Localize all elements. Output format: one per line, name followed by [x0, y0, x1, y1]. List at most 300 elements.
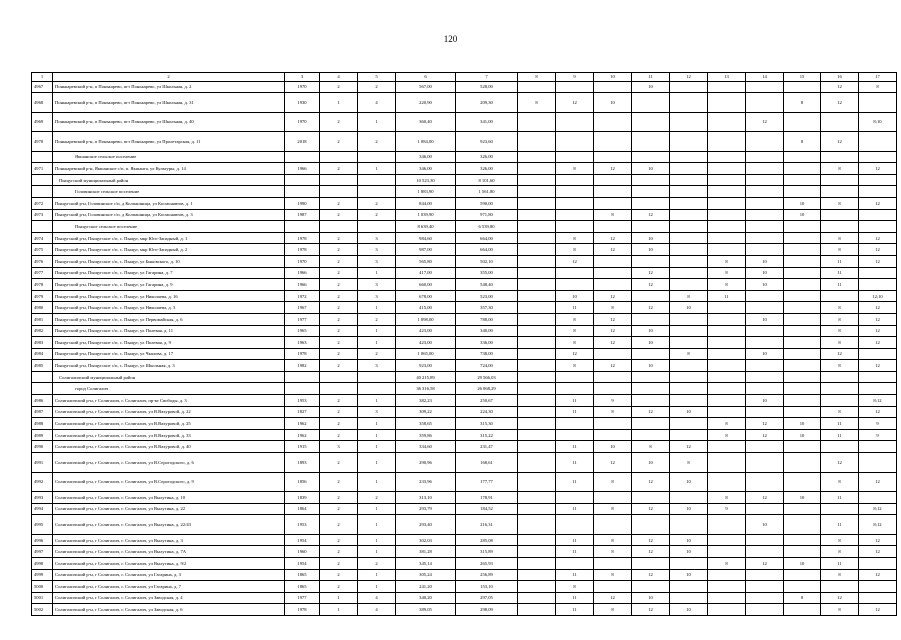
cell-col-8: [518, 186, 556, 198]
address-cell: Солигаличский р-н, г Солигалич, г. Солигалич, ул Вылугина, д. 3: [53, 534, 285, 546]
cell-col-13: [708, 209, 746, 221]
cell-col-16: [821, 395, 859, 407]
cell-col-11: 10: [632, 592, 670, 604]
cell-floors: 2: [320, 557, 358, 569]
cell-col-10: [594, 197, 632, 209]
cell-total-area: 660,00: [396, 279, 456, 291]
address-cell: Солигаличский р-н, г Солигалич, г. Солигалич, пр-кт Свободы, д. 3: [53, 395, 285, 407]
cell-col-17: 8;12: [859, 515, 897, 535]
cell-col-17: [859, 132, 897, 152]
cell-entrances: 1: [358, 534, 396, 546]
cell-col-17: 8;12: [859, 395, 897, 407]
cell-col-15: [784, 244, 821, 256]
table-row: [32, 472, 897, 492]
cell-living-area: 298,09: [456, 604, 518, 616]
cell-col-12: 10: [670, 546, 708, 558]
cell-col-8: [518, 515, 556, 535]
cell-col-12: [670, 492, 708, 504]
row-number: 4987: [32, 406, 53, 418]
section-name: Пыщугский муниципальный район: [53, 174, 285, 186]
address-cell: Пыщугский р-н, Пыщугское с/п, с. Пыщуг, ул Полевая, д. 11: [53, 325, 285, 337]
cell-col-16: 8: [821, 163, 859, 175]
col-header: 5: [358, 73, 396, 82]
cell-living-area: 724,00: [456, 360, 518, 372]
cell-col-13: [708, 592, 746, 604]
cell-floors: 1: [320, 93, 358, 113]
col-header: 15: [784, 73, 821, 82]
cell-year: 1930: [285, 93, 320, 113]
cell-col-10: 8: [594, 569, 632, 581]
cell-col-15: [784, 81, 821, 93]
cell-col-16: 11: [821, 267, 859, 279]
cell-col-14: 12: [746, 418, 784, 430]
cell-col-15: 10: [784, 429, 821, 441]
address-cell: Пыщугский р-н, Пыщугское с/п, с. Пыщуг, мкр Юго-Западный, д. 1: [53, 232, 285, 244]
cell-col-16: [821, 221, 859, 233]
cell-col-15: [784, 279, 821, 291]
cell-col-16: [821, 174, 859, 186]
cell-col-12: [670, 232, 708, 244]
cell-year: 1954: [285, 534, 320, 546]
section-name: Головинское сельское поселение: [53, 186, 285, 198]
cell-living-area: 523,00: [456, 290, 518, 302]
cell-col-17: [859, 453, 897, 473]
cell-year: 1978: [285, 348, 320, 360]
cell-floors: [320, 371, 358, 383]
cell-col-12: 10: [670, 569, 708, 581]
cell-col-15: [784, 232, 821, 244]
cell-col-10: 8: [594, 546, 632, 558]
cell-col-17: 12: [859, 337, 897, 349]
cell-col-14: [746, 186, 784, 198]
cell-total-area: 1 039,90: [396, 209, 456, 221]
address-cell: Солигаличский р-н, г Солигалич, г. Солигалич, ул Вылугина, д. 10: [53, 492, 285, 504]
table-row: [32, 81, 897, 93]
cell-col-17: [859, 383, 897, 395]
cell-col-11: 10: [632, 453, 670, 473]
cell-col-17: [859, 174, 897, 186]
cell-year: 1962: [285, 418, 320, 430]
cell-col-15: [784, 534, 821, 546]
row-number: [32, 221, 53, 233]
cell-entrances: 1: [358, 112, 396, 132]
cell-col-17: [859, 221, 897, 233]
cell-col-16: [821, 371, 859, 383]
cell-col-11: 10: [632, 360, 670, 372]
cell-col-13: [708, 337, 746, 349]
row-number: 4989: [32, 429, 53, 441]
cell-col-13: [708, 302, 746, 314]
cell-col-8: [518, 337, 556, 349]
address-cell: Пыщугский р-н, Пыщугское с/п, с. Пыщуг, ул Полевая, д. 9: [53, 337, 285, 349]
cell-col-14: [746, 244, 784, 256]
address-cell: Солигаличский р-н, г Солигалич, г. Солигалич, ул В.Вахуровой, д. 22: [53, 406, 285, 418]
cell-col-10: [594, 267, 632, 279]
cell-col-8: [518, 472, 556, 492]
cell-total-area: 345,14: [396, 557, 456, 569]
cell-col-17: [859, 279, 897, 291]
cell-col-14: [746, 472, 784, 492]
cell-total-area: 290,96: [396, 453, 456, 473]
cell-col-15: [784, 441, 821, 453]
cell-col-16: [821, 186, 859, 198]
cell-floors: 2: [320, 581, 358, 593]
address-cell: Пыщугский р-н, Пыщугское с/п, с. Пыщуг, ул Гагарина, д. 7: [53, 267, 285, 279]
cell-col-8: [518, 503, 556, 515]
cell-col-11: 12: [632, 267, 670, 279]
table-row: [32, 581, 897, 593]
cell-floors: 2: [320, 569, 358, 581]
cell-col-15: 8: [784, 132, 821, 152]
cell-col-12: [670, 174, 708, 186]
cell-total-area: 987,00: [396, 244, 456, 256]
cell-col-14: 10: [746, 348, 784, 360]
cell-entrances: 3: [358, 279, 396, 291]
cell-year: 1954: [285, 557, 320, 569]
cell-col-9: 8: [556, 163, 594, 175]
cell-col-13: [708, 151, 746, 163]
cell-total-area: 340,20: [396, 592, 456, 604]
cell-living-area: 209,30: [456, 93, 518, 113]
cell-floors: [320, 383, 358, 395]
cell-total-area: 567,00: [396, 81, 456, 93]
cell-col-12: [670, 383, 708, 395]
header-row: [32, 73, 897, 82]
cell-col-12: [670, 267, 708, 279]
cell-col-17: 9: [859, 429, 897, 441]
cell-total-area: 302,03: [396, 534, 456, 546]
table-row: [32, 441, 897, 453]
cell-col-10: 10: [594, 441, 632, 453]
cell-col-17: 8;10: [859, 112, 897, 132]
cell-living-area: 216,31: [456, 515, 518, 535]
cell-floors: 2: [320, 546, 358, 558]
cell-living-area: 315,30: [456, 418, 518, 430]
row-number: 4972: [32, 197, 53, 209]
cell-living-area: 297,05: [456, 592, 518, 604]
cell-col-10: [594, 418, 632, 430]
cell-col-10: 9: [594, 395, 632, 407]
cell-col-17: 12: [859, 197, 897, 209]
table-row: [32, 163, 897, 175]
cell-floors: 2: [320, 255, 358, 267]
cell-floors: [320, 221, 358, 233]
cell-living-area: 664,00: [456, 232, 518, 244]
cell-floors: 2: [320, 337, 358, 349]
cell-living-area: 664,00: [456, 244, 518, 256]
address-cell: Пыщугский р-н, Пыщугское с/п, с. Пыщуг, ул Гагарина, д. 9: [53, 279, 285, 291]
row-number: 4985: [32, 360, 53, 372]
table-row: [32, 429, 897, 441]
cell-col-17: 12: [859, 325, 897, 337]
cell-col-15: 10: [784, 197, 821, 209]
cell-year: 1978: [285, 604, 320, 616]
cell-col-12: [670, 557, 708, 569]
cell-entrances: [358, 151, 396, 163]
section-row: [32, 151, 897, 163]
row-number: 4986: [32, 395, 53, 407]
cell-col-10: 12: [594, 290, 632, 302]
cell-total-area: 417,00: [396, 267, 456, 279]
cell-col-10: 8: [594, 302, 632, 314]
cell-col-14: [746, 383, 784, 395]
row-number: 4981: [32, 313, 53, 325]
cell-col-10: [594, 557, 632, 569]
cell-year: 1972: [285, 290, 320, 302]
cell-col-11: 12: [632, 569, 670, 581]
cell-floors: 2: [320, 209, 358, 221]
cell-floors: 2: [320, 112, 358, 132]
cell-col-12: [670, 581, 708, 593]
row-number: 4992: [32, 472, 53, 492]
cell-entrances: 2: [358, 81, 396, 93]
cell-col-12: [670, 418, 708, 430]
cell-floors: 2: [320, 406, 358, 418]
cell-col-16: 11: [821, 492, 859, 504]
address-cell: Пыщугский р-н, Пыщугское с/п, с. Пыщуг, ул Быковского, д. 10: [53, 255, 285, 267]
cell-col-8: [518, 244, 556, 256]
table-row: [32, 348, 897, 360]
cell-floors: 2: [320, 325, 358, 337]
cell-year: [285, 151, 320, 163]
cell-col-10: 8: [594, 209, 632, 221]
cell-col-10: 12: [594, 360, 632, 372]
cell-year: 1953: [285, 395, 320, 407]
cell-year: 1865: [285, 581, 320, 593]
row-number: 4993: [32, 492, 53, 504]
row-number: 4988: [32, 418, 53, 430]
cell-total-area: 346,00: [396, 151, 456, 163]
cell-col-12: [670, 93, 708, 113]
address-cell: Понькаревский р-н, п Понькарево, пгт Понькарево, ул Школьная, д. 40: [53, 112, 285, 132]
table-row: [32, 395, 897, 407]
cell-col-10: 12: [594, 163, 632, 175]
cell-floors: 2: [320, 453, 358, 473]
cell-col-10: 12: [594, 244, 632, 256]
cell-col-12: [670, 81, 708, 93]
cell-living-area: 178,91: [456, 492, 518, 504]
address-cell: Солигаличский р-н, г Солигалич, г. Солигалич, ул Заводская, д. 4: [53, 592, 285, 604]
row-number: 4973: [32, 209, 53, 221]
cell-col-16: 12: [821, 93, 859, 113]
cell-year: 1987: [285, 209, 320, 221]
cell-living-area: 336,00: [456, 337, 518, 349]
table-row: [32, 492, 897, 504]
cell-col-14: [746, 132, 784, 152]
cell-col-16: 8: [821, 569, 859, 581]
cell-year: 1970: [285, 81, 320, 93]
cell-entrances: 1: [358, 472, 396, 492]
cell-col-16: [821, 581, 859, 593]
row-number: [32, 186, 53, 198]
cell-entrances: 1: [358, 325, 396, 337]
cell-col-17: [859, 592, 897, 604]
cell-col-14: [746, 604, 784, 616]
cell-floors: [320, 174, 358, 186]
cell-col-11: 12: [632, 503, 670, 515]
cell-year: 1839: [285, 492, 320, 504]
cell-col-14: [746, 546, 784, 558]
table-row: [32, 503, 897, 515]
table-row: [32, 255, 897, 267]
row-number: 4991: [32, 453, 53, 473]
cell-entrances: 1: [358, 503, 396, 515]
cell-col-10: 10: [594, 93, 632, 113]
cell-col-9: [556, 151, 594, 163]
cell-total-area: 565,80: [396, 255, 456, 267]
cell-col-13: [708, 132, 746, 152]
cell-entrances: 1: [358, 395, 396, 407]
table-row: [32, 337, 897, 349]
cell-col-8: [518, 221, 556, 233]
cell-total-area: 334,60: [396, 441, 456, 453]
cell-col-16: 8: [821, 302, 859, 314]
cell-col-12: [670, 197, 708, 209]
cell-living-area: 528,00: [456, 81, 518, 93]
cell-col-13: [708, 112, 746, 132]
row-number: 4975: [32, 244, 53, 256]
cell-living-area: 1 561,80: [456, 186, 518, 198]
table-row: [32, 132, 897, 152]
cell-col-12: [670, 112, 708, 132]
cell-col-16: 11: [821, 279, 859, 291]
cell-total-area: 389,05: [396, 604, 456, 616]
table-row: [32, 302, 897, 314]
cell-col-13: [708, 515, 746, 535]
cell-col-9: [556, 279, 594, 291]
cell-col-10: [594, 515, 632, 535]
cell-col-8: [518, 112, 556, 132]
address-cell: Солигаличский р-н, г Солигалич, г. Солигалич, ул В.Серогодского, д. 6: [53, 453, 285, 473]
cell-col-14: 12: [746, 112, 784, 132]
cell-floors: 2: [320, 515, 358, 535]
cell-floors: 2: [320, 244, 358, 256]
cell-col-14: [746, 534, 784, 546]
cell-col-16: 8: [821, 325, 859, 337]
cell-col-16: 8: [821, 232, 859, 244]
cell-entrances: 1: [358, 453, 396, 473]
table-row: [32, 112, 897, 132]
cell-col-16: [821, 209, 859, 221]
cell-col-14: [746, 81, 784, 93]
table-row: [32, 604, 897, 616]
cell-col-17: 8: [859, 81, 897, 93]
row-number: 4967: [32, 81, 53, 93]
cell-living-area: 29 566,03: [456, 371, 518, 383]
cell-col-11: 12: [632, 546, 670, 558]
cell-entrances: 3: [358, 244, 396, 256]
cell-col-14: 10: [746, 255, 784, 267]
cell-col-17: [859, 186, 897, 198]
cell-col-16: 8: [821, 313, 859, 325]
cell-col-12: [670, 279, 708, 291]
cell-col-17: [859, 557, 897, 569]
cell-living-area: 231,47: [456, 441, 518, 453]
cell-total-area: 293,40: [396, 515, 456, 535]
cell-col-9: 11: [556, 569, 594, 581]
section-name: город Солигалич: [53, 383, 285, 395]
cell-col-17: [859, 348, 897, 360]
cell-living-area: 788,00: [456, 313, 518, 325]
row-number: 4996: [32, 534, 53, 546]
cell-col-9: [556, 197, 594, 209]
cell-col-8: [518, 81, 556, 93]
cell-entrances: 2: [358, 557, 396, 569]
address-cell: Солигаличский р-н, г Солигалич, г. Солигалич, ул В.Вахуровой, д. 25: [53, 418, 285, 430]
cell-col-16: 12: [821, 81, 859, 93]
cell-living-area: 8 101,60: [456, 174, 518, 186]
cell-floors: 2: [320, 348, 358, 360]
cell-floors: 2: [320, 267, 358, 279]
cell-col-9: 11: [556, 546, 594, 558]
cell-col-14: [746, 441, 784, 453]
cell-col-13: [708, 406, 746, 418]
cell-col-16: 12: [821, 132, 859, 152]
cell-entrances: 3: [358, 290, 396, 302]
cell-col-8: [518, 197, 556, 209]
cell-year: 1893: [285, 453, 320, 473]
cell-floors: 2: [320, 81, 358, 93]
cell-total-area: 293,79: [396, 503, 456, 515]
cell-col-14: [746, 197, 784, 209]
cell-col-12: [670, 221, 708, 233]
cell-col-14: 10: [746, 395, 784, 407]
cell-col-10: 12: [594, 325, 632, 337]
col-header: 7: [456, 73, 518, 82]
cell-col-14: [746, 371, 784, 383]
section-name: Пыщугское сельское поселение: [53, 221, 285, 233]
cell-floors: 1: [320, 592, 358, 604]
cell-floors: 2: [320, 197, 358, 209]
cell-col-9: 8: [556, 581, 594, 593]
cell-col-10: [594, 492, 632, 504]
cell-floors: 2: [320, 279, 358, 291]
cell-total-area: 381,28: [396, 546, 456, 558]
cell-floors: 2: [320, 313, 358, 325]
cell-col-10: 12: [594, 232, 632, 244]
row-number: 4995: [32, 515, 53, 535]
row-number: 5000: [32, 581, 53, 593]
register-table: [31, 72, 897, 616]
cell-col-8: [518, 492, 556, 504]
cell-col-17: 12;10: [859, 290, 897, 302]
cell-col-15: 10: [784, 418, 821, 430]
row-number: 4968: [32, 93, 53, 113]
cell-col-14: 10: [746, 515, 784, 535]
cell-col-12: [670, 163, 708, 175]
cell-col-8: [518, 453, 556, 473]
cell-col-16: 8: [821, 406, 859, 418]
cell-col-12: 8: [670, 453, 708, 473]
cell-col-11: 12: [632, 302, 670, 314]
cell-total-area: 313,10: [396, 492, 456, 504]
cell-col-14: [746, 290, 784, 302]
address-cell: Солигаличский р-н, г Солигалич, г. Солигалич, ул Вылугина, д. 22: [53, 503, 285, 515]
cell-entrances: 2: [358, 492, 396, 504]
address-cell: Пыщугский р-н, Головинское с/п, д Колпашница, ул Космонавтов, д. 3: [53, 209, 285, 221]
cell-entrances: 1: [358, 581, 396, 593]
cell-living-area: 265,93: [456, 557, 518, 569]
cell-entrances: [358, 221, 396, 233]
cell-floors: 2: [320, 290, 358, 302]
cell-col-11: [632, 418, 670, 430]
cell-col-11: 10: [632, 325, 670, 337]
cell-col-10: [594, 255, 632, 267]
cell-col-13: [708, 221, 746, 233]
address-cell: Солигаличский р-н, г Солигалич, г. Солигалич, ул Вылугина, д. 9/2: [53, 557, 285, 569]
row-number: 4990: [32, 441, 53, 453]
cell-col-11: 12: [632, 209, 670, 221]
